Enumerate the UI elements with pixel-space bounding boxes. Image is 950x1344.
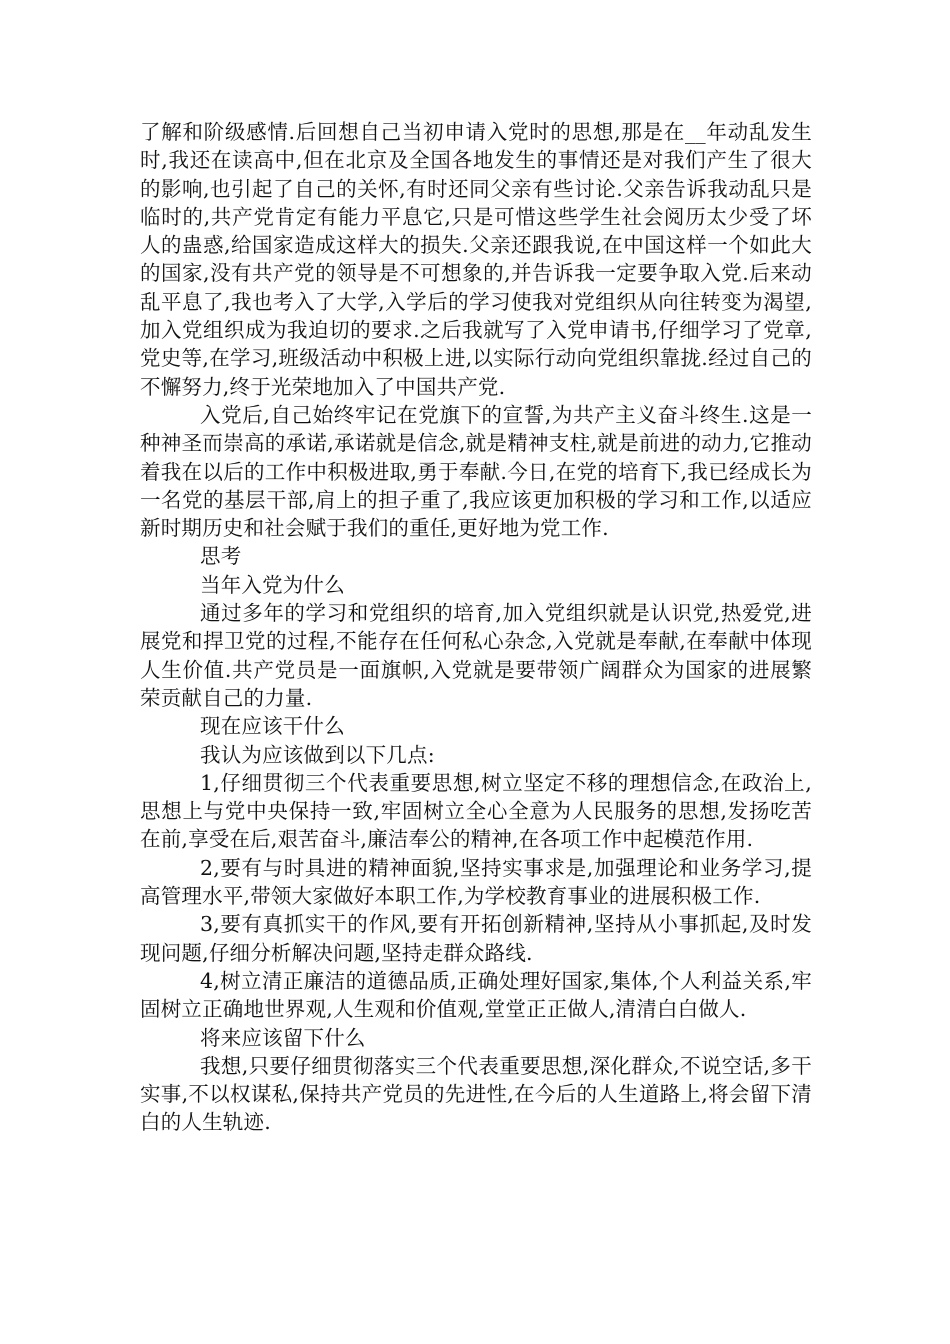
heading-what-to-leave: 将来应该留下什么 [200, 1025, 366, 1050]
paragraph-point-1: 1,仔细贯彻三个代表重要思想,树立坚定不移的理想信念,在政治上,思想上与党中央保持一致,牢固树立全心全意为人民服务的思想,发扬吃苦在前,享受在后,艰苦奋斗,廉洁奉公的精神,在各项工作中起模范作用. [140, 770, 812, 852]
heading-why-join: 当年入党为什么 [200, 572, 345, 597]
paragraph-points-intro: 我认为应该做到以下几点: [200, 742, 435, 767]
document-body [140, 118, 812, 1137]
paragraph-point-3: 3,要有真抓实干的作风,要有开拓创新精神,坚持从小事抓起,及时发现问题,仔细分析解决问题,坚持走群众路线. [140, 912, 812, 965]
paragraph-point-4: 4,树立清正廉洁的道德品质,正确处理好国家,集体,个人利益关系,牢固树立正确地世界观,人生观和价值观,堂堂正正做人,清清白白做人. [140, 968, 812, 1022]
paragraph-why-join: 通过多年的学习和党组织的培育,加入党组织就是认识党,热爱党,进展党和捍卫党的过程,不能存在任何私心杂念,入党就是奉献,在奉献中体现人生价值.共产党员是一面旗帜,入党就是要带领广阔群众为国家的进展繁荣贡献自己的力量. [140, 601, 812, 710]
paragraph-point-2: 2,要有与时具进的精神面貌,坚持实事求是,加强理论和业务学习,提高管理水平,带领大家做好本职工作,为学校教育事业的进展积极工作. [140, 855, 812, 909]
heading-what-now: 现在应该干什么 [200, 714, 345, 739]
paragraph-what-to-leave: 我想,只要仔细贯彻落实三个代表重要思想,深化群众,不说空话,多干实事,不以权谋私,保持共产党员的先进性,在今后的人生道路上,将会留下清白的人生轨迹. [140, 1053, 812, 1135]
paragraph-continuation: 了解和阶级感情.后回想自己当初申请入党时的思想,那是在__年动乱发生时,我还在读高中,但在北京及全国各地发生的事情还是对我们产生了很大的影响,也引起了自己的关怀,有时还同父亲有些讨论.父亲告诉我动乱只是临时的,共产党肯定有能力平息它,只是可惜这些学生社会阅历太少受了坏人的蛊惑,给国家造成这样大的损失.父亲还跟我说,在中国这样一个如此大的国家,没有共产党的领导是不可想象的,并告诉我一定要争取入党.后来动乱平息了,我也考入了大学,入学后的学习使我对党组织从向往转变为渴望,加入党组织成为我迫切的要求.之后我就写了入党申请书,仔细学习了党章,党史等,在学习,班级活动中积极上进,以实际行动向党组织靠拢.经过自己的不懈努力,终于光荣地加入了中国共产党. [140, 120, 812, 399]
heading-reflection: 思考 [200, 544, 242, 569]
paragraph-after-joining: 入党后,自己始终牢记在党旗下的宣誓,为共产主义奋斗终生.这是一种神圣而崇高的承诺,承诺就是信念,就是精神支柱,就是前进的动力,它推动着我在以后的工作中积极进取,勇于奉献.今日,在党的培育下,我已经成长为一名党的基层干部,肩上的担子重了,我应该更加积极的学习和工作,以适应新时期历史和社会赋于我们的重任,更好地为党工作. [140, 402, 812, 541]
